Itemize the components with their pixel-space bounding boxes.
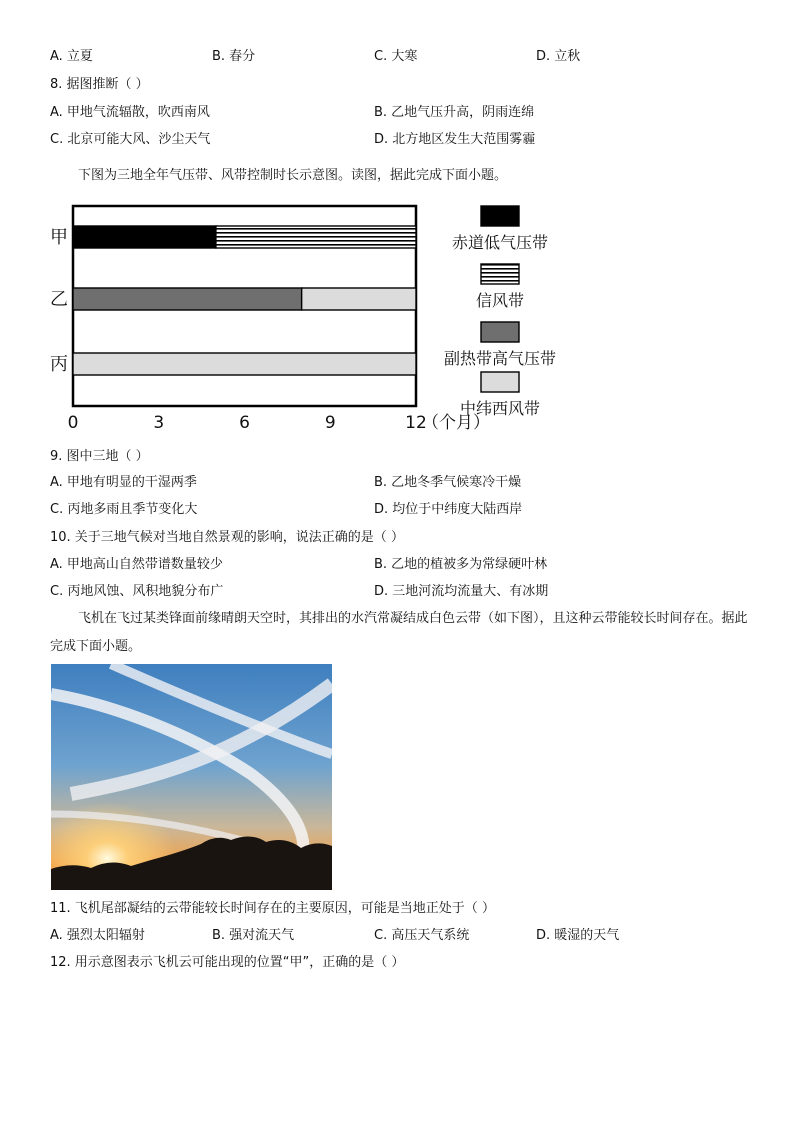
q10-stem: 10. 关于三地气候对当地自然景观的影响，说法正确的是（ ） bbox=[50, 530, 404, 545]
legend-swatch bbox=[481, 322, 519, 342]
q8-stem: 8. 据图推断（ ） bbox=[50, 77, 149, 92]
pressure-belt-chart bbox=[44, 196, 584, 438]
q10-option-b: B. 乙地的植被多为常绿硬叶林 bbox=[374, 557, 548, 572]
legend-label: 副热带高气压带 bbox=[443, 349, 557, 368]
bar-乙-中纬西风带 bbox=[302, 288, 416, 310]
x-tick-label: 12 bbox=[405, 413, 427, 433]
x-unit-label: （个月） bbox=[422, 413, 490, 433]
q8-option-a: A. 甲地气流辐散，吹西南风 bbox=[50, 105, 210, 120]
q9-option-b: B. 乙地冬季气候寒冷干燥 bbox=[374, 475, 522, 490]
q7-option-c: C. 大寒 bbox=[374, 49, 418, 64]
x-tick-label: 0 bbox=[67, 413, 79, 433]
legend-swatch bbox=[481, 264, 519, 284]
q11-option-d: D. 暖湿的天气 bbox=[536, 928, 620, 943]
x-tick-label: 9 bbox=[324, 413, 336, 433]
q8-option-b: B. 乙地气压升高，阴雨连绵 bbox=[374, 105, 535, 120]
q9-stem: 9. 图中三地（ ） bbox=[50, 449, 149, 464]
bar-甲-信风带 bbox=[216, 226, 416, 248]
q10-option-c: C. 丙地风蚀、风积地貌分布广 bbox=[50, 584, 224, 599]
q11-option-b: B. 强对流天气 bbox=[212, 928, 295, 943]
legend-swatch bbox=[481, 372, 519, 392]
row-label: 甲 bbox=[50, 227, 68, 248]
q8-option-d: D. 北方地区发生大范围雾霾 bbox=[374, 132, 536, 147]
row-label: 丙 bbox=[50, 354, 68, 375]
bar-甲-赤道低气压带 bbox=[73, 226, 216, 248]
intro-paragraph-1: 下图为三地全年气压带、风带控制时长示意图。读图，据此完成下面小题。 bbox=[78, 168, 508, 183]
legend-label: 中纬西风带 bbox=[459, 399, 541, 418]
q11-option-c: C. 高压天气系统 bbox=[374, 928, 470, 943]
bar-丙-中纬西风带 bbox=[73, 353, 416, 375]
q9-option-d: D. 均位于中纬度大陆西岸 bbox=[374, 502, 523, 517]
q11-stem: 11. 飞机尾部凝结的云带能较长时间存在的主要原因，可能是当地正处于（ ） bbox=[50, 901, 495, 916]
q10-option-d: D. 三地河流均流量大、有冰期 bbox=[374, 584, 549, 599]
legend-label: 信风带 bbox=[475, 291, 525, 310]
q7-option-b: B. 春分 bbox=[212, 49, 256, 64]
q11-option-a: A. 强烈太阳辐射 bbox=[50, 928, 145, 943]
q9-option-a: A. 甲地有明显的干湿两季 bbox=[50, 475, 197, 490]
q7-option-d: D. 立秋 bbox=[536, 49, 581, 64]
x-tick-label: 6 bbox=[239, 413, 250, 433]
contrail-sky-photo bbox=[51, 664, 332, 890]
q12-stem: 12. 用示意图表示飞机云可能出现的位置“甲”，正确的是（ ） bbox=[50, 955, 405, 970]
intro-paragraph-2: 飞机在飞过某类锋面前缘晴朗天空时，其排出的水汽常凝结成白色云带（如下图），且这种云带能较长时间存在。据此完成下面小题。 bbox=[50, 611, 748, 654]
q7-option-a: A. 立夏 bbox=[50, 49, 93, 64]
row-label: 乙 bbox=[50, 289, 68, 310]
legend-label: 赤道低气压带 bbox=[451, 233, 549, 252]
x-tick-label: 3 bbox=[153, 413, 165, 433]
q8-option-c: C. 北京可能大风、沙尘天气 bbox=[50, 132, 211, 147]
q10-option-a: A. 甲地高山自然带谱数量较少 bbox=[50, 557, 223, 572]
q9-option-c: C. 丙地多雨且季节变化大 bbox=[50, 502, 198, 517]
bar-乙-副热带高气压带 bbox=[73, 288, 302, 310]
legend-swatch bbox=[481, 206, 519, 226]
